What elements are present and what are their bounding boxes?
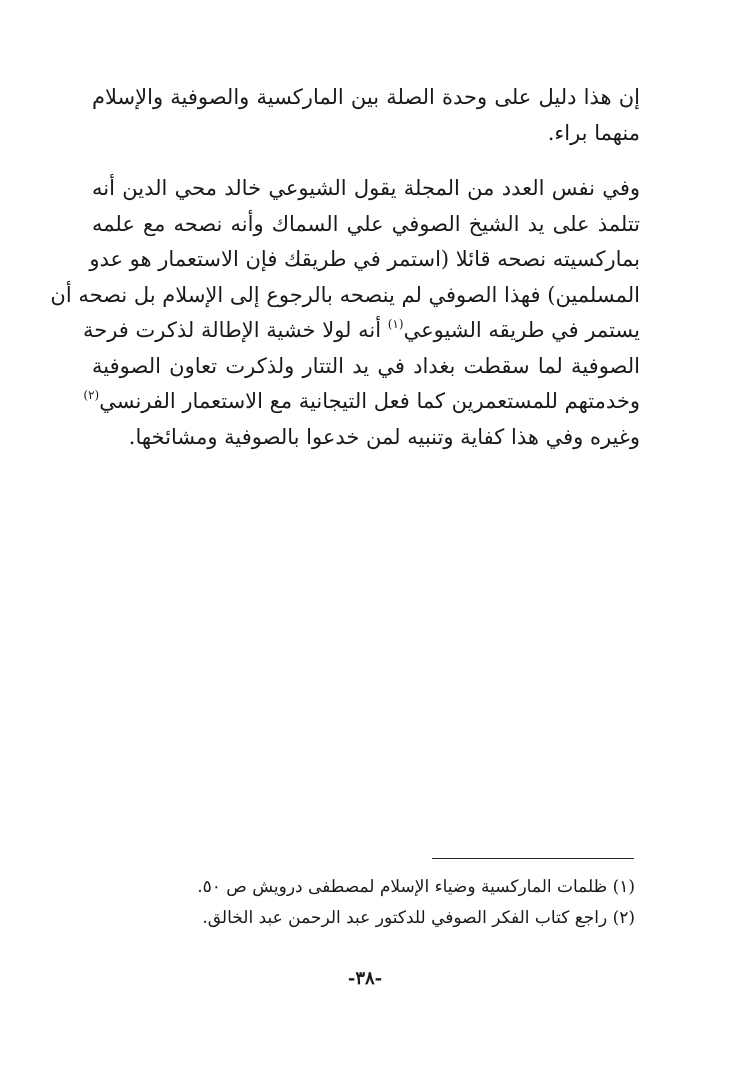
paragraph-1-line-1: إن هذا دليل على وحدة الصلة بين الماركسية والصوفية والإسلام — [92, 85, 640, 109]
page-number: -٣٨- — [347, 968, 383, 989]
paragraph-2-line-5-end: أنه لولا خشية الإطالة لذكرت فرحة — [82, 318, 388, 342]
footnotes — [150, 872, 635, 934]
paragraph-1-line-2: منهما براء. — [547, 120, 640, 145]
footnote-separator — [432, 858, 634, 859]
footnote-ref-1[interactable]: (١) — [387, 317, 404, 331]
paragraph-2-line-6: الصوفية لما سقطت بغداد في يد التتار ولذكرت تعاون الصوفية — [92, 353, 640, 378]
paragraph-2 — [50, 171, 640, 455]
paragraph-2-line-2: تتلمذ على يد الشيخ الصوفي علي السماك وأنه نصحه مع علمه — [92, 211, 640, 236]
paragraph-2-line-7 — [83, 384, 640, 420]
footnote-ref-2[interactable]: (٢) — [83, 388, 100, 402]
paragraph-2-line-1: وفي نفس العدد من المجلة يقول الشيوعي خالد محي الدين أنه — [92, 176, 640, 200]
footnote-2: (٢) راجع كتاب الفكر الصوفي للدكتور عبد الرحمن عبد الخالق. — [202, 908, 635, 928]
paragraph-2-line-8: وغيره وفي هذا كفاية وتنبيه لمن خدعوا بالصوفية ومشائخها. — [128, 424, 640, 449]
paragraph-2-line-3: بماركسيته نصحه قائلا (استمر في طريقك فإن الاستعمار هو عدو — [89, 247, 640, 271]
paragraph-1 — [92, 80, 640, 151]
paragraph-2-line-7-text: وخدمتهم للمستعمرين كما فعل التيجانية مع الاستعمار الفرنسي — [99, 389, 640, 413]
paragraph-2-line-4: المسلمين) فهذا الصوفي لم ينصحه بالرجوع إلى الإسلام بل نصحه أن — [50, 282, 640, 307]
footnote-1: (١) ظلمات الماركسية وضياء الإسلام لمصطفى درويش ص ٥٠. — [197, 877, 635, 897]
paragraph-2-line-5-start: يستمر في طريقه الشيوعي — [403, 318, 640, 342]
body-text — [50, 80, 640, 455]
paragraph-2-line-5 — [82, 313, 640, 349]
